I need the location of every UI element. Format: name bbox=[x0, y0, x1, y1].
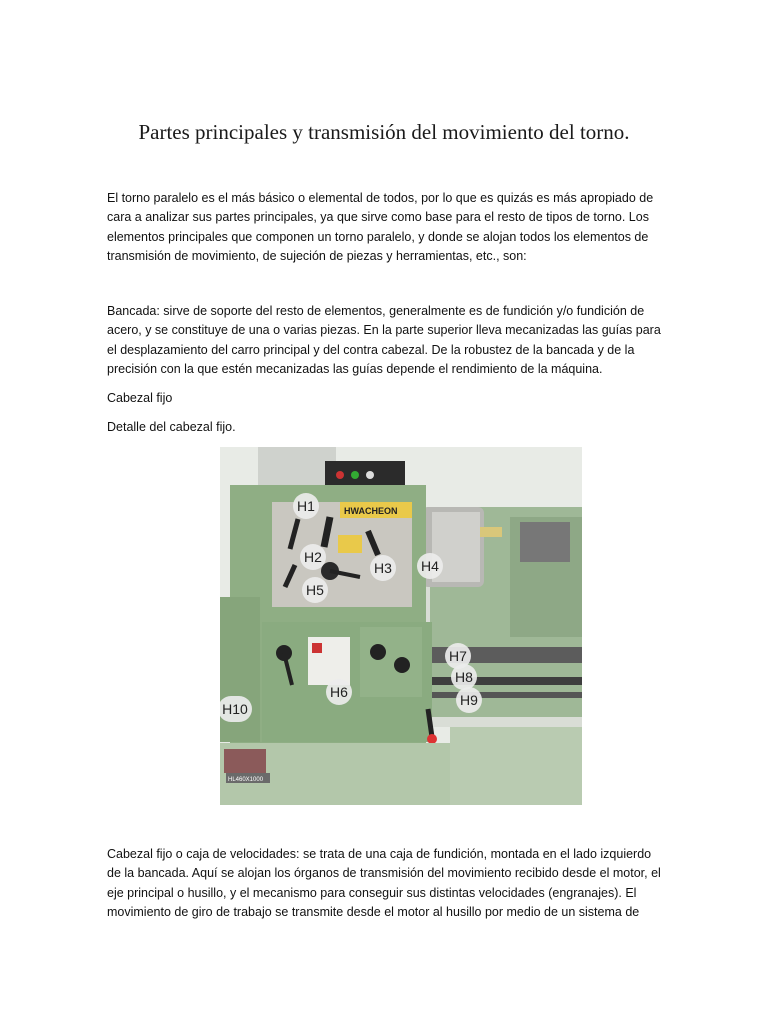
marker-h3: H3 bbox=[370, 555, 396, 581]
marker-h9: H9 bbox=[456, 687, 482, 713]
marker-h1: H1 bbox=[293, 493, 319, 519]
marker-h10: H10 bbox=[220, 696, 252, 722]
marker-h6: H6 bbox=[326, 679, 352, 705]
marker-h8: H8 bbox=[451, 664, 477, 690]
bancada-paragraph: Bancada: sirve de soporte del resto de elementos, generalmente es de fundición y/o fundición de acero, y se constituye de una o varias piezas. En la parte superior lleva mecanizadas las guías para el desplazamiento del carro principal y del contra cabezal. De la robustez de la bancada y de la precisión con la que estén mecanizadas las guías depende el rendimiento de la máquina. bbox=[107, 304, 661, 376]
photo-caption: Detalle del cabezal fijo. bbox=[107, 420, 236, 434]
lathe-headstock-photo bbox=[220, 447, 582, 805]
intro-paragraph: El torno paralelo es el más básico o elemental de todos, por lo que es quizás es más apropiado de cara a analizar sus partes principales, ya que sirve como base para el resto de tipos de torno. Los elementos principales que componen un torno paralelo, y donde se alojan todos los elementos de transmisión de movimiento, de sujeción de piezas y herramientas, etc., son: bbox=[107, 191, 654, 263]
brand-plate: HWACHEON bbox=[344, 506, 398, 516]
marker-h7: H7 bbox=[445, 643, 471, 669]
cabezal-heading: Cabezal fijo bbox=[107, 391, 173, 405]
cabezal-fijo-paragraph: Cabezal fijo o caja de velocidades: se trata de una caja de fundición, montada en el lado izquierdo de la bancada. Aquí se alojan los órganos de transmisión del movimiento recibido desde el motor, el eje principal o husillo, y el mecanismo para conseguir sus distintas velocidades (engranajes). El movimiento de giro de trabajo se transmite desde el motor al husillo por medio de un sistema de bbox=[107, 847, 661, 919]
marker-h4: H4 bbox=[417, 553, 443, 579]
marker-h5: H5 bbox=[302, 577, 328, 603]
lathe-illustration bbox=[220, 447, 582, 805]
model-plate: HL460X1000 bbox=[228, 777, 264, 783]
marker-h2: H2 bbox=[300, 544, 326, 570]
page-title: Partes principales y transmisión del movimiento del torno. bbox=[138, 120, 630, 144]
